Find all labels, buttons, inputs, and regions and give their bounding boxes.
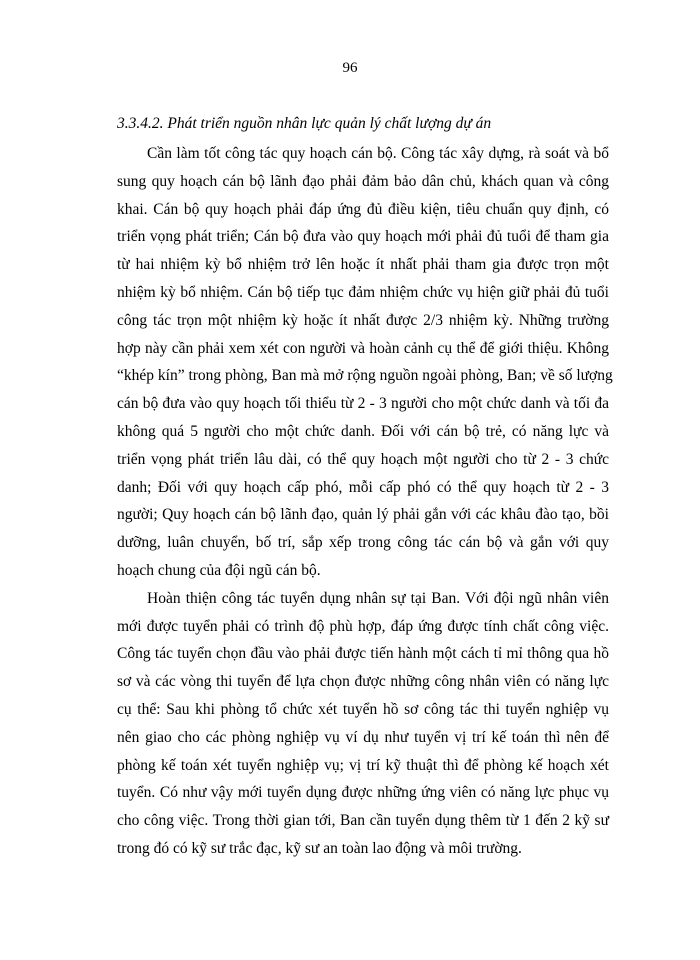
text-line: tuyển. Có như vậy mới tuyển dụng được những ứng viên có năng lực phục vụ xyxy=(117,784,609,802)
text-line: cho công việc. Trong thời gian tới, Ban cần tuyển dụng thêm từ 1 đến 2 kỹ sư xyxy=(117,812,609,830)
text-line: dưỡng, luân chuyển, bố trí, sắp xếp trong công tác cán bộ và gắn với quy xyxy=(117,534,609,552)
text-line: hoạch chung của đội ngũ cán bộ. xyxy=(117,561,321,579)
text-line: Hoàn thiện công tác tuyển dụng nhân sự tại Ban. Với đội ngũ nhân viên xyxy=(147,589,609,607)
text-line: hợp này cần phải xem xét con người và hoàn cảnh cụ thể để giới thiệu. Không xyxy=(117,339,609,357)
text-line: từ hai nhiệm kỳ bổ nhiệm trở lên hoặc ít nhất phải tham gia được trọn một xyxy=(117,256,609,274)
paragraph-recruitment xyxy=(117,585,609,863)
paragraph-cadre-planning xyxy=(117,140,613,585)
page-number: 96 xyxy=(342,60,358,76)
text-line: phòng kế toán xét tuyển nghiệp vụ; vị trí kỹ thuật thì để phòng kế hoạch xét xyxy=(117,756,609,774)
section-heading: 3.3.4.2. Phát triển nguồn nhân lực quản lý chất lượng dự án xyxy=(117,115,492,132)
text-line: sơ và các vòng thi tuyển để lựa chọn được những công nhân viên có năng lực xyxy=(117,673,609,691)
text-line: “khép kín” trong phòng, Ban mà mở rộng nguồn ngoài phòng, Ban; về số lượng xyxy=(117,367,613,385)
text-line: triển vọng phát triển lâu dài, có thể quy hoạch một người cho từ 2 - 3 chức xyxy=(117,450,609,468)
text-line: trong đó có kỹ sư trắc đạc, kỹ sư an toàn lao động và môi trường. xyxy=(117,839,522,857)
text-line: Công tác tuyển chọn đầu vào phải được tiến hành một cách tỉ mỉ thông qua hồ xyxy=(117,645,609,663)
text-line: danh; Đối với quy hoạch cấp phó, mỗi cấp phó có thể quy hoạch từ 2 - 3 xyxy=(117,478,609,496)
text-line: nên giao cho các phòng nghiệp vụ ví dụ như tuyển vị trí kế toán thì nên để xyxy=(117,728,609,746)
text-line: cụ thể: Sau khi phòng tổ chức xét tuyển hồ sơ công tác thi tuyển nghiệp vụ xyxy=(117,700,609,718)
text-line: Cần làm tốt công tác quy hoạch cán bộ. Công tác xây dựng, rà soát và bổ xyxy=(147,145,609,162)
text-line: sung quy hoạch cán bộ lãnh đạo phải đảm bảo dân chủ, khách quan và công xyxy=(117,172,609,190)
text-line: người; Quy hoạch cán bộ lãnh đạo, quản lý phải gắn với các khâu đào tạo, bồi xyxy=(117,506,609,524)
body-text xyxy=(117,140,613,863)
text-line: không quá 5 người cho một chức danh. Đối với cán bộ trẻ, có năng lực và xyxy=(117,422,609,440)
text-line: mới được tuyển phải có trình độ phù hợp, đáp ứng được tính chất công việc. xyxy=(117,617,609,635)
text-line: khai. Cán bộ quy hoạch phải đáp ứng đủ điều kiện, tiêu chuẩn quy định, có xyxy=(117,200,609,218)
text-line: triển vọng phát triển; Cán bộ đưa vào quy hoạch mới phải đủ tuổi để tham gia xyxy=(117,228,609,246)
text-line: nhiệm kỳ bổ nhiệm. Cán bộ tiếp tục đảm nhiệm chức vụ hiện giữ phải đủ tuổi xyxy=(117,283,609,301)
text-line: cán bộ đưa vào quy hoạch tối thiểu từ 2 - 3 người cho một chức danh và tối đa xyxy=(117,395,609,413)
text-line: công tác trọn một nhiệm kỳ hoặc ít nhất được 2/3 nhiệm kỳ. Những trường xyxy=(117,311,609,329)
